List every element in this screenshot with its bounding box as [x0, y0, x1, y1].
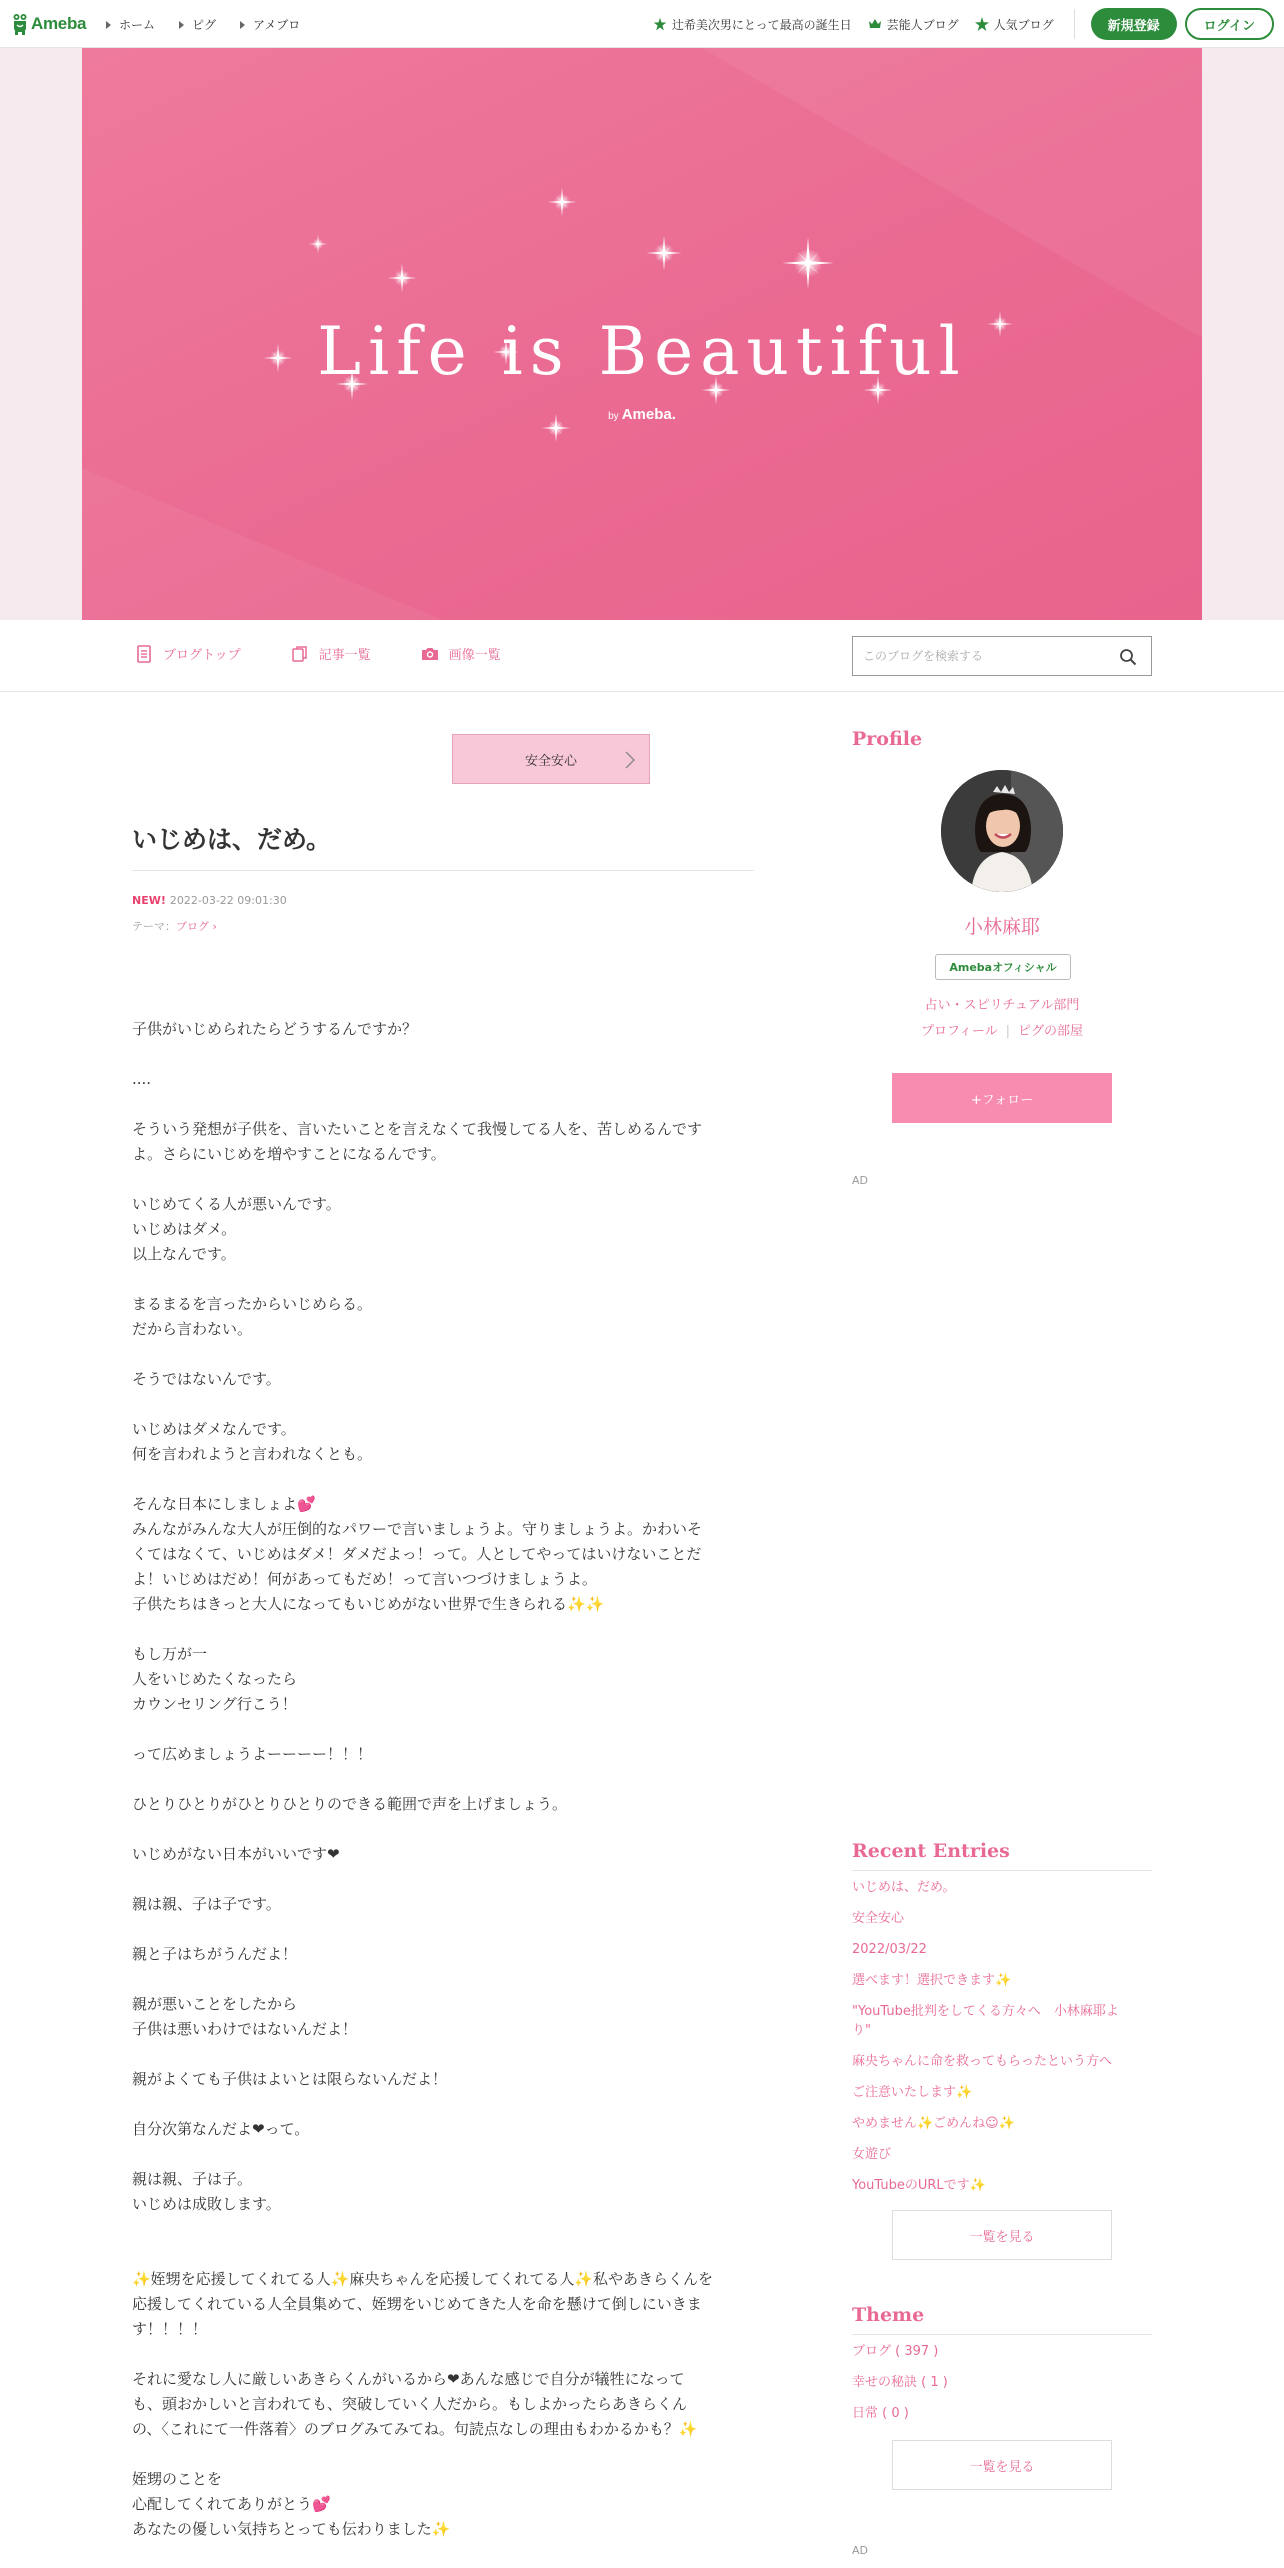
- ameba-frog-icon: [12, 13, 28, 35]
- profile-avatar[interactable]: [941, 770, 1063, 892]
- entry-body: [132, 1017, 754, 2568]
- entry-paragraph: [132, 1192, 754, 1267]
- new-badge: NEW!: [132, 894, 166, 907]
- theme-item[interactable]: ブログ ( 397 ): [852, 2344, 939, 2359]
- entry-paragraph: [132, 1017, 754, 1042]
- entry-line: も、頭おかしいと言われても、突破していく人だから。もしよかったらあきらくん: [132, 2395, 688, 2413]
- entry-line: の、〈これにて一件落着〉のブログみてみてね。句読点なしの理由もわかるかも？✨: [132, 2420, 698, 2438]
- entry-line: 姪甥のことを: [132, 2470, 223, 2488]
- theme-link[interactable]: ブログ ›: [176, 920, 217, 933]
- entry-line: ひとりひとりがひとりひとりのできる範囲で声を上げましょう。: [132, 1795, 568, 1813]
- celebrity-blog-label: 芸能人ブログ: [886, 17, 959, 32]
- logo-text: Ameba: [31, 14, 87, 33]
- crumb-home[interactable]: ホーム: [106, 16, 155, 33]
- recent-entries-heading: Recent Entries: [852, 1840, 1152, 1871]
- entry-line: ....: [132, 1070, 152, 1088]
- crumb-ameblo[interactable]: アメブロ: [240, 16, 300, 33]
- entry-paragraph: [132, 1492, 754, 1617]
- entry-title: いじめは、だめ。: [132, 820, 754, 871]
- entry-line: 子供がいじめられたらどうするんですか？: [132, 1020, 418, 1038]
- banner-byline: [82, 406, 1202, 423]
- entry-line: 何を言われようと言われなくとも。: [132, 1445, 373, 1463]
- entry-line: 親は親、子は子。: [132, 2170, 253, 2188]
- recent-entry[interactable]: 女遊び: [852, 2147, 892, 2162]
- tab-entry-list-label: 記事一覧: [318, 648, 371, 663]
- entry-line: そんな日本にしましょよ💕: [132, 1495, 316, 1513]
- camera-icon: [421, 645, 439, 663]
- search-icon[interactable]: [1119, 648, 1137, 666]
- star-icon: [975, 17, 989, 31]
- entry-line: よ！いじめはだめ！何があってもだめ！って言いつづけましょうよ。: [132, 1570, 597, 1588]
- entry-paragraph: [132, 2367, 754, 2442]
- recent-entry[interactable]: [852, 2002, 1152, 2040]
- theme-heading: Theme: [852, 2304, 1152, 2335]
- theme-list: [852, 2342, 1152, 2435]
- entry-line: いじめは成敗します。: [132, 2195, 281, 2213]
- entry-line: 以上なんです。: [132, 1245, 236, 1263]
- recent-entry[interactable]: 選べます！選択できます✨: [852, 1973, 1012, 1988]
- entry-line: よ。さらにいじめを増やすことになるんです。: [132, 1145, 446, 1163]
- entry-line: 心配してくれてありがとう💕: [132, 2495, 331, 2513]
- entry-paragraph: [132, 2117, 754, 2142]
- tab-entry-list[interactable]: [291, 644, 371, 663]
- recent-entries-list: [852, 1878, 1152, 2207]
- entry-paragraph: [132, 1292, 754, 1342]
- login-button[interactable]: ログイン: [1185, 8, 1274, 40]
- profile-category[interactable]: 占い・スピリチュアル部門: [924, 998, 1080, 1013]
- theme-more-button[interactable]: 一覧を見る: [892, 2440, 1112, 2490]
- entry-line: だから言わない。: [132, 1320, 253, 1338]
- entry-line: いじめがない日本がいいです❤: [132, 1845, 340, 1863]
- entry-line: もし万が一: [132, 1645, 208, 1663]
- profile-links: [852, 1020, 1152, 1039]
- celebrity-blog-link[interactable]: [868, 16, 959, 33]
- tab-blog-top-label: ブログトップ: [163, 648, 241, 663]
- trend-link[interactable]: [653, 16, 852, 33]
- entry-line: いじめはダメなんです。: [132, 1420, 296, 1438]
- tab-image-list-label: 画像一覧: [448, 648, 501, 663]
- banner-brand: Ameba.: [621, 406, 676, 423]
- entry-paragraph: [132, 1892, 754, 1917]
- blog-search-input[interactable]: [853, 637, 1103, 675]
- ad-label: AD: [852, 1174, 868, 1187]
- blog-search-box: [852, 636, 1152, 676]
- prev-entry-button[interactable]: [452, 734, 650, 784]
- popular-blog-label: 人気ブログ: [993, 17, 1054, 32]
- profile-name[interactable]: 小林麻耶: [963, 916, 1040, 938]
- entry-line: いじめはダメ。: [132, 1220, 237, 1238]
- entry-paragraph: [132, 1842, 754, 1867]
- recent-entry[interactable]: YouTubeのURLです✨: [852, 2178, 986, 2193]
- entry-line: 親と子はちがうんだよ！: [132, 1945, 298, 1963]
- blog-header-banner[interactable]: [82, 48, 1202, 620]
- theme-prefix: テーマ：: [132, 920, 176, 933]
- entry-paragraph: [132, 1117, 754, 1167]
- entry-line: ✨姪甥を応援してくれてる人✨麻央ちゃんを応援してくれてる人✨私やあきらくんを: [132, 2270, 714, 2288]
- recent-entry[interactable]: 安全安心: [852, 1911, 905, 1926]
- entry-line: 人をいじめたくなったら: [132, 1670, 298, 1688]
- global-breadcrumb: [106, 16, 300, 33]
- recent-entry[interactable]: 麻央ちゃんに命を救ってもらったという方へ: [852, 2054, 1113, 2069]
- chevron-right-icon: [625, 751, 635, 769]
- entry-paragraph: [132, 2167, 754, 2217]
- entry-line: まるまるを言ったからいじめらる。: [132, 1295, 373, 1313]
- ad-label: AD: [852, 2544, 868, 2557]
- entry-paragraph: [132, 1367, 754, 1392]
- entry-theme: [132, 918, 217, 934]
- entry-datetime: 2022-03-22 09:01:30: [169, 894, 287, 907]
- global-nav-right: [653, 8, 1274, 40]
- entry-line: 子供は悪いわけではないんだよ！: [132, 2020, 358, 2038]
- recent-entry-line: "YouTube批判をしてくる方々へ 小林麻耶よ: [852, 2004, 1119, 2019]
- recent-entry[interactable]: ご注意いたします✨: [852, 2085, 973, 2100]
- entry-line: それに愛なし人に厳しいあきらくんがいるから❤あんな感じで自分が犠牲になって: [132, 2370, 685, 2388]
- copy-icon: [291, 645, 309, 663]
- entry-meta: [132, 894, 287, 907]
- blog-nav: [0, 620, 1284, 692]
- profile-link[interactable]: プロフィール: [920, 1024, 998, 1039]
- trend-link-label: 辻希美次男にとって最高の誕生日: [671, 17, 852, 32]
- avatar-image: [941, 770, 1063, 892]
- signup-button[interactable]: 新規登録: [1091, 8, 1177, 40]
- entry-paragraph: [132, 2067, 754, 2092]
- recent-entry[interactable]: やめません✨ごめんね☺✨: [852, 2116, 1015, 2131]
- banner-by: by: [608, 411, 619, 422]
- entry-paragraph: [132, 1067, 754, 1092]
- tab-image-list[interactable]: [421, 644, 501, 663]
- crumb-pigg[interactable]: ピグ: [179, 16, 216, 33]
- entry-line: そういう発想が子供を、言いたいことを言えなくて我慢してる人を、苦しめるんです: [132, 1120, 703, 1138]
- pigg-room-link[interactable]: ピグの部屋: [1018, 1024, 1084, 1039]
- recent-entry[interactable]: いじめは、だめ。: [852, 1880, 956, 1895]
- prev-entry-label: 安全安心: [524, 753, 577, 769]
- recent-entry-line: り": [852, 2023, 871, 2038]
- profile-heading: Profile: [852, 728, 923, 750]
- entry-paragraph: [132, 1942, 754, 1967]
- entry-line: 親が悪いことをしたから: [132, 1995, 298, 2013]
- entry-paragraph: [132, 1992, 754, 2042]
- entry-line: って広めましょうよーーーー！！！: [132, 1745, 373, 1763]
- nav-divider: [1074, 9, 1075, 39]
- follow-button[interactable]: +フォロー: [892, 1073, 1112, 1123]
- official-badge: Amebaオフィシャル: [935, 954, 1071, 980]
- crown-icon: [868, 17, 882, 31]
- star-icon: [653, 17, 667, 31]
- entry-line: 自分次第なんだよ❤って。: [132, 2120, 310, 2138]
- entry-line: あなたの優しい気持ちとっても伝わりました✨: [132, 2520, 451, 2538]
- entry-line: 子供たちはきっと大人になってもいじめがない世界で生きられる✨✨: [132, 1595, 605, 1613]
- entry-paragraph: [132, 1742, 754, 1767]
- banner-title: Life is Beautiful: [317, 313, 967, 390]
- document-icon: [135, 645, 153, 663]
- entry-line: す！！！！: [132, 2320, 208, 2338]
- entry-line: くてはなくて、いじめはダメ！ダメだよっ！って。人としてやってはいけないことだ: [132, 1545, 702, 1563]
- theme-link-label: ブログ: [176, 920, 209, 933]
- entry-line: 親は親、子は子です。: [132, 1895, 281, 1913]
- blog-tabs: [135, 644, 501, 663]
- entry-paragraph: [132, 1792, 754, 1817]
- link-separator: |: [1005, 1024, 1011, 1039]
- entry-paragraph: [132, 1417, 754, 1467]
- theme-item[interactable]: 幸せの秘訣 ( 1 ): [852, 2375, 948, 2390]
- theme-item[interactable]: 日常 ( 0 ): [852, 2406, 909, 2421]
- global-nav: [0, 0, 1284, 48]
- entry-paragraph: [132, 2467, 754, 2542]
- entry-paragraph: [132, 1642, 754, 1717]
- entry-line: みんながみんな大人が圧倒的なパワーで言いましょうよ。守りましょうよ。かわいそ: [132, 1520, 703, 1538]
- entry-line: そうではないんです。: [132, 1370, 281, 1388]
- entry-line: 応援してくれている人全員集めて、姪甥をいじめてきた人を命を懸けて倒しにいきま: [132, 2295, 702, 2313]
- entry-line: いじめてくる人が悪いんです。: [132, 1195, 341, 1213]
- tab-blog-top[interactable]: [135, 644, 241, 663]
- recent-entry[interactable]: 2022/03/22: [852, 1942, 927, 1957]
- recent-more-button[interactable]: 一覧を見る: [892, 2210, 1112, 2260]
- popular-blog-link[interactable]: [975, 16, 1054, 33]
- entry-paragraph: [132, 2267, 754, 2342]
- entry-line: 親がよくても子供はよいとは限らないんだよ！: [132, 2070, 448, 2088]
- ameba-logo[interactable]: [12, 11, 86, 37]
- entry-line: カウンセリング行こう！: [132, 1695, 297, 1713]
